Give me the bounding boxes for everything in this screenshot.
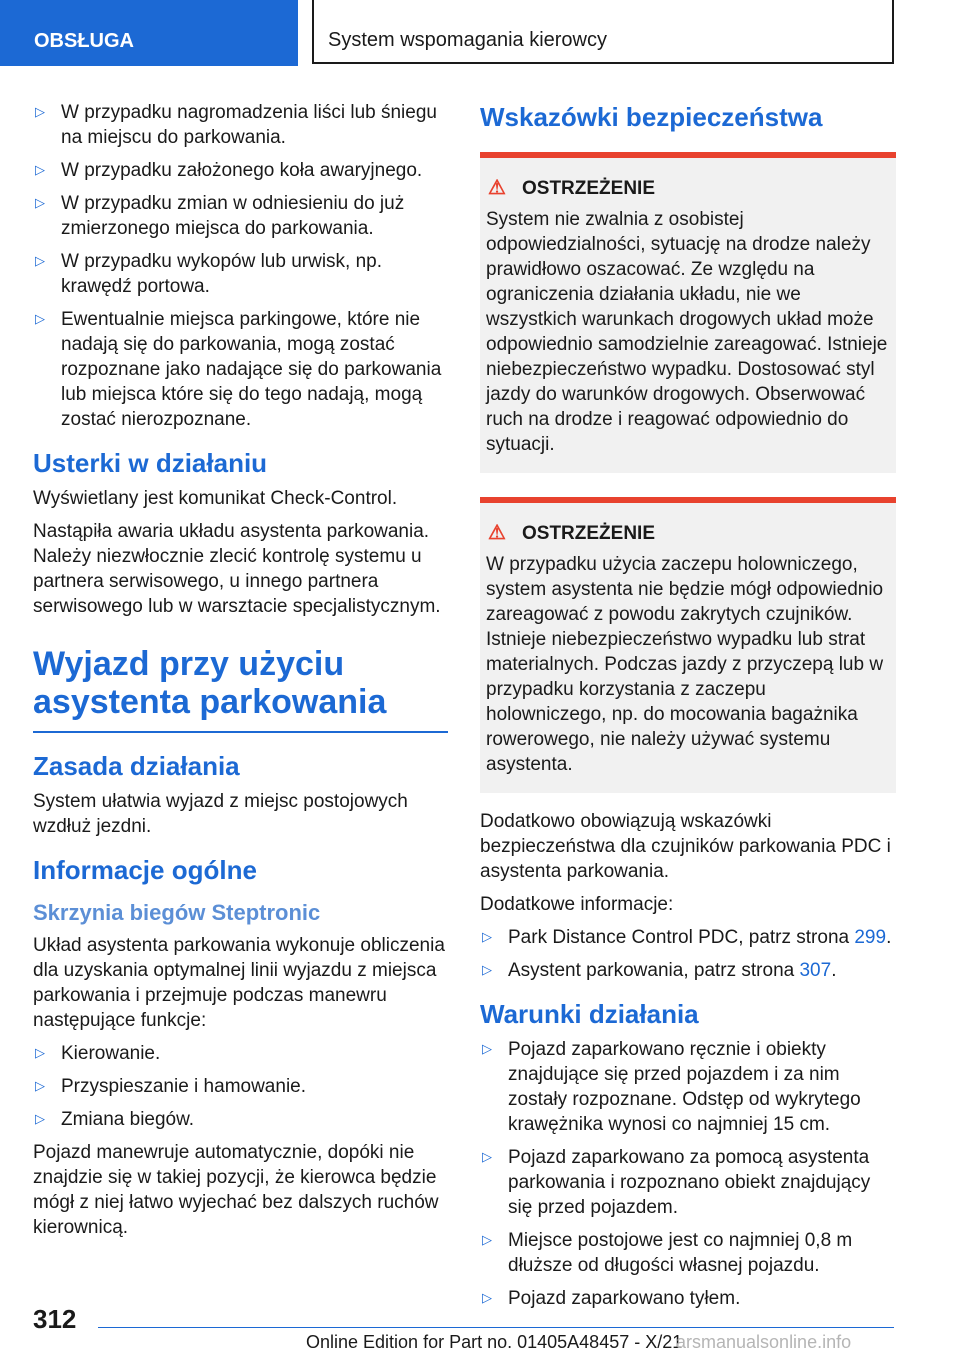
warning-label: OSTRZEŻENIE	[522, 178, 656, 199]
page-link-307[interactable]: 307	[799, 960, 832, 981]
warning-triangle-icon: ⚠	[488, 522, 506, 544]
safety-heading: Wskazówki bezpieczeństwa	[480, 102, 823, 132]
triangle-bullet-icon: ▷	[482, 1149, 492, 1164]
reference-list	[480, 925, 896, 983]
left-column	[33, 100, 448, 1248]
main-heading: Wyjazd przy użyciu asystenta parkowania	[33, 645, 387, 721]
triangle-bullet-icon: ▷	[35, 1111, 45, 1126]
triangle-bullet-icon: ▷	[482, 1041, 492, 1056]
usterki-text-1: Wyświetlany jest komunikat Check-Control.	[33, 488, 398, 509]
right-column	[480, 100, 896, 1319]
triangle-bullet-icon: ▷	[482, 1232, 492, 1247]
extra-text: Dodatkowo obowiązują wskazówki bezpieczeństwa dla czujników parkowania PDC i asystenta parkowania.	[480, 811, 891, 882]
warning-box	[480, 152, 896, 473]
footer-rule	[98, 1327, 894, 1328]
triangle-bullet-icon: ▷	[35, 311, 45, 326]
zasada-text: System ułatwia wyjazd z miejsc postojowych wzdłuż jezdni.	[33, 791, 408, 837]
list-item: ▷ Asystent parkowania, patrz strona 307.	[482, 960, 837, 981]
warning-text: System nie zwalnia z osobistej odpowiedzialności, sytuację na drodze należy prawidłowo oszacować. Ze względu na ograniczenia działania układu, nie we wszystkich warunkach drogowych układ może odpowiednio samodzielnie zareagować. Istnieje niebezpieczeństwo wypadku. Dostosować styl jazdy do warunków drogowych. Obserwować ruch na drodze i reagować odpowiednio do sytuacji.	[486, 209, 888, 455]
usterki-heading: Usterki w działaniu	[33, 448, 268, 478]
list-item: ▷ Miejsce postojowe jest co najmniej 0,8 m dłuższe od długości własnej pojazdu.	[482, 1230, 853, 1276]
warning-label: OSTRZEŻENIE	[522, 523, 656, 544]
triangle-bullet-icon: ▷	[35, 104, 45, 119]
warning-box	[480, 497, 896, 793]
list-item: ▷ Park Distance Control PDC, patrz strona 299.	[482, 927, 892, 948]
triangle-bullet-icon: ▷	[35, 1045, 45, 1060]
list-item: ▷ W przypadku wykopów lub urwisk, np. krawędź portowa.	[35, 251, 383, 297]
triangle-bullet-icon: ▷	[482, 962, 492, 977]
list-item: ▷ W przypadku założonego koła awaryjnego.	[35, 160, 423, 181]
extra-info-label: Dodatkowe informacje:	[480, 894, 674, 915]
list-item: ▷ W przypadku nagromadzenia liści lub śniegu na miejscu do parkowania.	[35, 102, 437, 148]
steptronic-heading: Skrzynia biegów Steptronic	[33, 900, 321, 925]
usterki-text-2: Nastąpiła awaria układu asystenta parkowania. Należy niezwłocznie zlecić kontrolę systemu u partnera serwisowego, u innego partnera serwisowego lub w warsztacie specjalistycznym.	[33, 521, 441, 617]
list-item: ▷ Zmiana biegów.	[35, 1109, 195, 1130]
warunki-heading: Warunki działania	[480, 999, 699, 1029]
triangle-bullet-icon: ▷	[35, 253, 45, 268]
warning-triangle-icon: ⚠	[488, 177, 506, 199]
bullet-list-top	[33, 100, 448, 432]
footer-watermark: arsmanualsonline.info	[676, 1332, 852, 1352]
list-item: ▷ W przypadku zmian w odniesieniu do już zmierzonego miejsca do parkowania.	[35, 193, 405, 239]
section-tab: OBSŁUGA	[0, 0, 298, 66]
list-item: ▷ Pojazd zaparkowano ręcznie i obiekty znajdujące się przed pojazdem i za nim zostały rozpoznane. Odstęp od wykrytego krawężnika wynosi co najmniej 15 cm.	[482, 1039, 861, 1135]
list-item: ▷ Pojazd zaparkowano za pomocą asystenta parkowania i rozpoznano obiekt znajdujący się przed pojazdem.	[482, 1147, 871, 1218]
triangle-bullet-icon: ▷	[35, 1078, 45, 1093]
footer-edition: Online Edition for Part no. 01405A48457 - X/21	[306, 1332, 683, 1352]
info-heading: Informacje ogólne	[33, 855, 257, 885]
zasada-heading: Zasada działania	[33, 751, 240, 781]
chapter-title: System wspomagania kierowcy	[312, 0, 894, 64]
triangle-bullet-icon: ▷	[482, 929, 492, 944]
list-item: ▷ Kierowanie.	[35, 1043, 161, 1064]
steptronic-list	[33, 1041, 448, 1132]
list-item: ▷ Ewentualnie miejsca parkingowe, które nie nadają się do parkowania, mogą zostać rozpoznane jako nadające się do parkowania lub miejsca które się do tego nadają, mogą zostać nierozpoznane.	[35, 309, 442, 430]
triangle-bullet-icon: ▷	[482, 1290, 492, 1305]
page-link-299[interactable]: 299	[854, 927, 887, 948]
closing-text: Pojazd manewruje automatycznie, dopóki nie znajdzie się w takiej pozycji, że kierowca będzie mógł z niej łatwo wyjechać bez dalszych ruchów kierownicą.	[33, 1142, 439, 1238]
warning-text: W przypadku użycia zaczepu holowniczego, system asystenta nie będzie mógł odpowiednio zareagować z powodu zakrytych czujników. Istnieje niebezpieczeństwo wypadku lub strat materialnych. Podczas jazdy z przyczepą lub w przypadku korzystania z zaczepu holowniczego, np. do mocowania bagażnika rowerowego, nie należy używać systemu asystenta.	[486, 554, 884, 775]
triangle-bullet-icon: ▷	[35, 195, 45, 210]
heading-rule	[33, 731, 448, 733]
warunki-list	[480, 1037, 896, 1311]
list-item: ▷ Pojazd zaparkowano tyłem.	[482, 1288, 741, 1309]
page-number: 312	[33, 1304, 77, 1334]
steptronic-text: Układ asystenta parkowania wykonuje obliczenia dla uzyskania optymalnej linii wyjazdu z miejsca parkowania i przejmuje podczas manewru następujące funkcje:	[33, 935, 445, 1031]
triangle-bullet-icon: ▷	[35, 162, 45, 177]
list-item: ▷ Przyspieszanie i hamowanie.	[35, 1076, 307, 1097]
